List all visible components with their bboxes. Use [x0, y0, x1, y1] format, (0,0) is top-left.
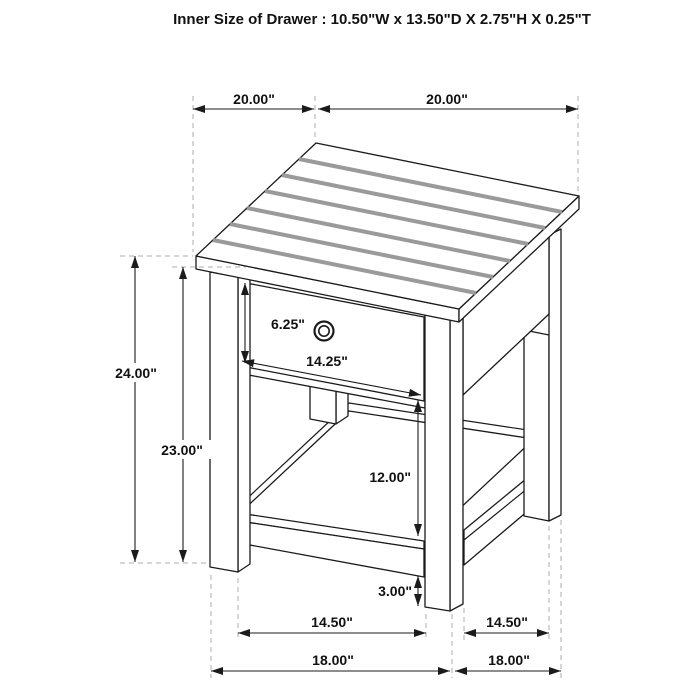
dim-shelf-clearance-label: 12.00" — [369, 469, 411, 485]
dim-below-top-height-label: 23.00" — [161, 442, 203, 458]
dim-side-inner-span-label: 14.50" — [486, 614, 528, 630]
rear-right-leg-front — [524, 330, 549, 521]
dim-drawer-width-label: 14.25" — [306, 353, 348, 369]
dim-base-width-label: 18.00" — [312, 652, 354, 668]
table-drawing — [196, 143, 579, 611]
dim-base-depth-label: 18.00" — [488, 652, 530, 668]
drawer-knob-inner — [319, 326, 329, 336]
dim-shelf-bottom-label: 3.00" — [378, 583, 412, 599]
dim-drawer-height-label: 6.25" — [271, 316, 305, 332]
dim-top-depth-label: 20.00" — [233, 91, 275, 107]
front-right-leg-side — [450, 312, 463, 611]
front-right-leg-front — [425, 313, 450, 611]
rear-right-leg-side — [549, 229, 561, 521]
front-left-leg-front — [210, 272, 238, 572]
dim-top-width-label: 20.00" — [426, 91, 468, 107]
front-left-leg-side — [238, 266, 250, 572]
diagram-title: Inner Size of Drawer : 10.50"W x 13.50"D X 2.75"H X 0.25"T — [173, 11, 591, 28]
dim-overall-height-label: 24.00" — [115, 365, 157, 381]
dim-front-inner-span-label: 14.50" — [311, 614, 353, 630]
center-post-front — [310, 386, 336, 424]
